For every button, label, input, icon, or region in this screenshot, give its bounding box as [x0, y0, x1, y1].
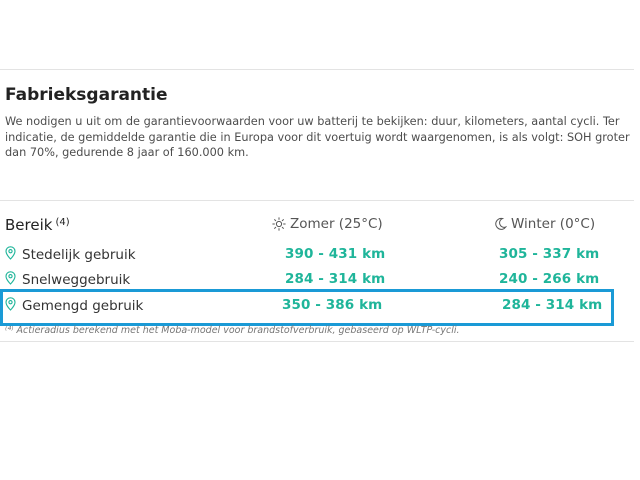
location-pin-icon — [5, 297, 16, 315]
range-title-text: Bereik — [5, 216, 53, 234]
range-row-mixed — [0, 295, 634, 319]
location-pin-icon — [5, 246, 16, 264]
winter-label: Winter (0°C) — [511, 216, 596, 232]
summer-range-value: 284 - 314 km — [285, 271, 386, 287]
warranty-section — [5, 84, 630, 161]
winter-range-value: 305 - 337 km — [499, 246, 600, 262]
location-pin-icon — [5, 271, 16, 289]
summer-header — [272, 216, 383, 232]
range-row-label — [5, 297, 143, 315]
top-divider — [0, 69, 634, 70]
winter-range-value: 240 - 266 km — [499, 271, 600, 287]
range-title — [5, 213, 70, 237]
summer-range-value: 350 - 386 km — [282, 297, 383, 313]
moon-icon — [494, 217, 507, 231]
summer-range-value: 390 - 431 km — [285, 246, 386, 262]
section-divider — [0, 200, 634, 201]
range-header — [0, 213, 634, 239]
winter-header — [494, 216, 595, 232]
summer-label: Zomer (25°C) — [290, 216, 383, 232]
warranty-title: Fabrieksgarantie — [5, 85, 168, 105]
range-row-label-text: Snelweggebruik — [22, 272, 131, 288]
warranty-description: We nodigen u uit om de garantievoorwaarden voor uw batterij te bekijken: duur, kilometers, aantal cycli. Ter indicatie, de gemiddelde garantie die in Europa voor dit voertuig wordt waargenomen, is als volgt: SOH groter dan 70%, gedurende 8 jaar of 160.000 km. — [5, 115, 630, 159]
range-row-label — [5, 271, 130, 289]
range-footnote-ref: (4) — [55, 217, 70, 228]
range-row-urban — [0, 244, 634, 268]
winter-range-value: 284 - 314 km — [502, 297, 603, 313]
range-row-label-text: Stedelijk gebruik — [22, 247, 136, 263]
range-row-label-text: Gemengd gebruik — [22, 298, 144, 314]
range-footnote: ⁽⁴⁾ Actieradius berekend met het Moba-model voor brandstofverbruik, gebaseerd op WLTP-cycli. — [5, 325, 460, 336]
sun-icon — [272, 217, 286, 231]
bottom-divider — [0, 341, 634, 342]
range-row-label — [5, 246, 136, 264]
